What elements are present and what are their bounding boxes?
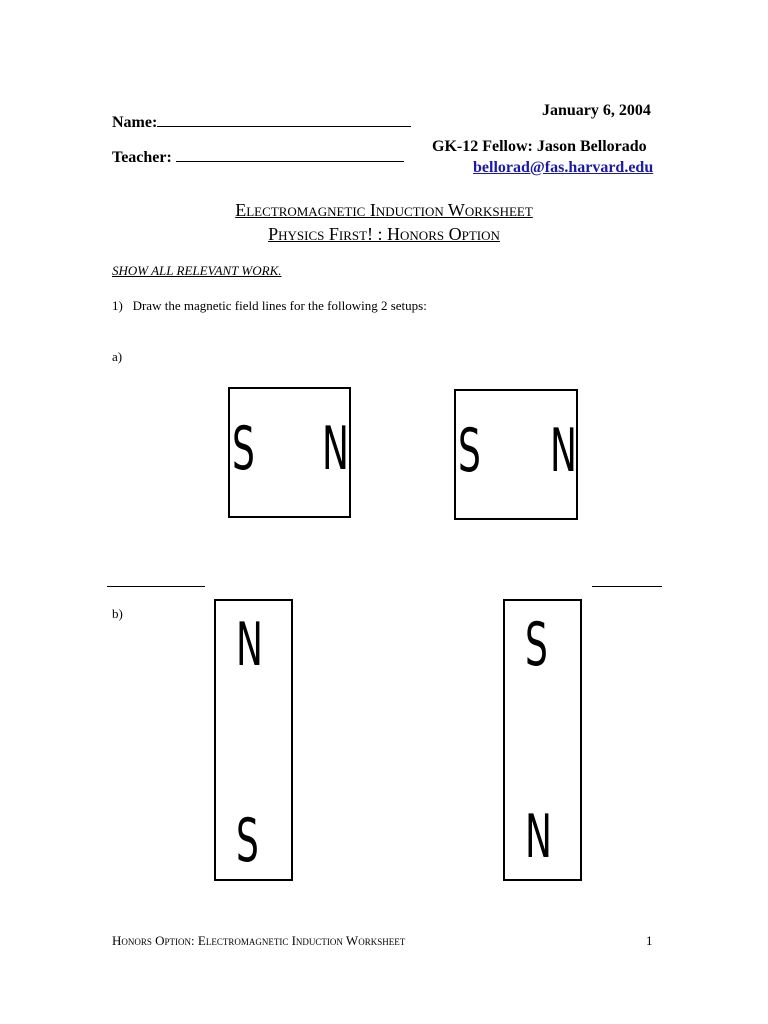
footer-title: Honors Option: Electromagnetic Induction Worksheet [112,933,406,948]
magnet-a-right [454,389,578,520]
name-row [112,114,411,132]
name-field[interactable] [157,126,411,127]
magnet-a-right-north: N [550,416,577,486]
magnet-b-left-north: N [236,610,263,680]
part-b-label: b) [112,606,123,621]
answer-line-left[interactable] [107,586,205,587]
question-1 [112,298,427,314]
magnet-b-right-north: N [525,802,552,872]
magnet-b-right-south: S [525,610,548,680]
fellow-name: GK-12 Fellow: Jason Bellorado [432,138,647,155]
magnet-b-left [214,599,293,881]
question-number: 1) [112,298,123,313]
instruction: SHOW ALL RELEVANT WORK. [112,263,282,278]
page-number: 1 [646,933,653,948]
magnet-b-right [503,599,582,881]
email-link[interactable]: bellorad@fas.harvard.edu [473,159,654,176]
magnet-b-left-south: S [236,806,259,876]
teacher-label: Teacher: [112,149,172,166]
answer-line-right[interactable] [592,586,662,587]
title-line-1: Electromagnetic Induction Worksheet [235,200,533,220]
magnet-a-left-north: N [322,414,349,484]
teacher-row [112,149,404,167]
magnet-a-left-south: S [232,414,255,484]
part-a-label: a) [112,349,123,364]
teacher-field[interactable] [176,161,404,162]
question-text: Draw the magnetic field lines for the following 2 setups: [132,298,427,313]
title-line-2: Physics First! : Honors Option [268,224,500,244]
magnet-a-left [228,387,351,518]
name-label: Name: [112,114,158,131]
magnet-a-right-south: S [458,416,481,486]
date: January 6, 2004 [542,102,651,119]
